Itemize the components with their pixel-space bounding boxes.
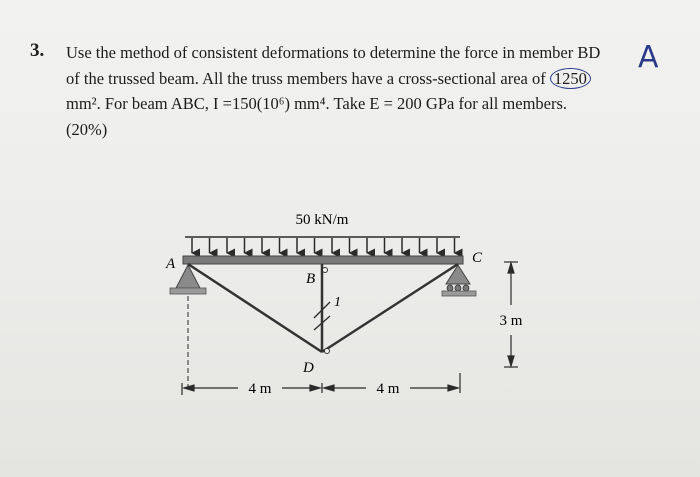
span-left-label: 4 m [248, 381, 272, 397]
load-label: 50 kN/m [295, 212, 349, 228]
beam-abc [183, 256, 463, 264]
joint-d-pin [325, 349, 330, 354]
statement-line-1: Use the method of consistent deformations to determine the force in member BD [66, 43, 601, 62]
height-label: 3 m [499, 313, 523, 329]
joint-b-pin [323, 268, 328, 273]
circled-area-value: 1250 [550, 68, 591, 89]
statement-line-2-text: of the trussed beam. All the truss members have a cross-sectional area of [66, 68, 550, 88]
handwritten-mark: A [638, 40, 659, 75]
label-a: A [166, 256, 176, 272]
problem-number: 3. [30, 40, 45, 61]
label-b: B [306, 271, 316, 287]
span-dimension [182, 373, 460, 395]
label-d: D [303, 360, 314, 376]
handwritten-annotation: 1 [334, 295, 341, 310]
label-c: C [472, 250, 483, 266]
pin-support-a [170, 265, 206, 294]
span-right-label: 4 m [376, 381, 400, 397]
distributed-load-arrows [185, 237, 460, 253]
statement-line-3: mm². For beam ABC, I =150(10⁶) mm⁴. Take E = 200 GPa for all members. [66, 94, 568, 113]
problem-weight: (20%) [66, 119, 108, 139]
truss-members [188, 264, 458, 352]
